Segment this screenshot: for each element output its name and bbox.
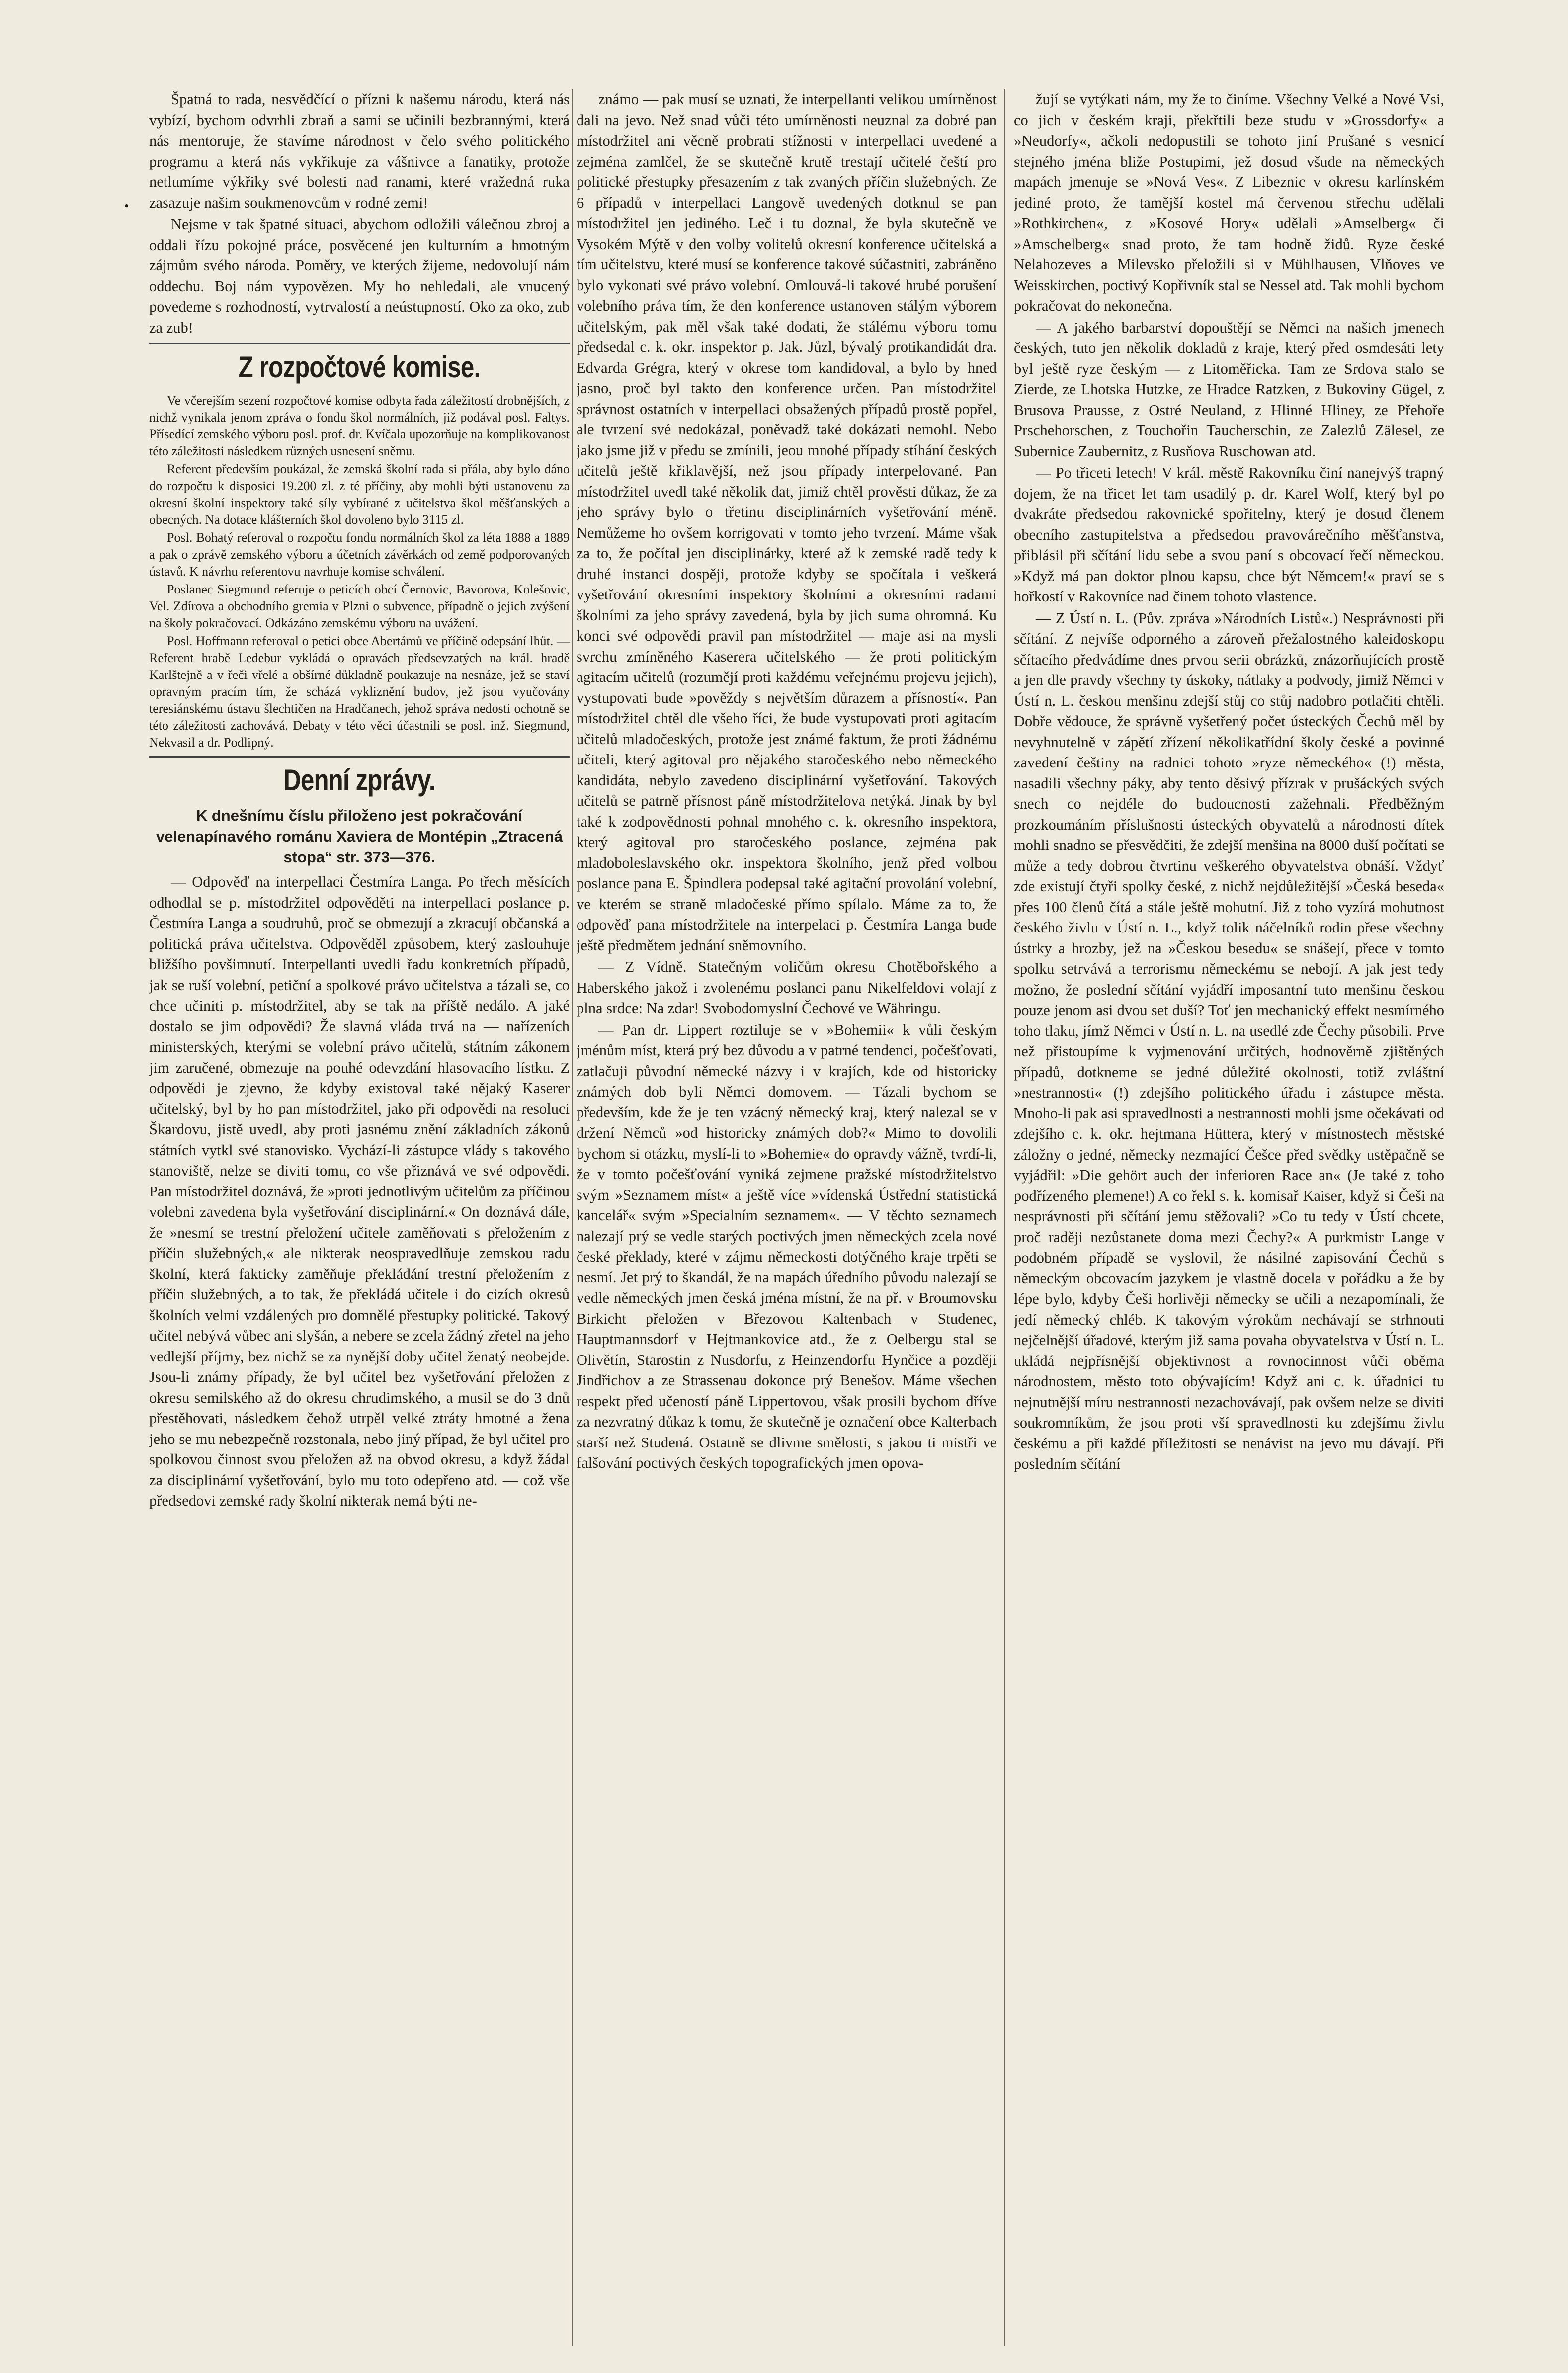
section-heading: Z rozpočtové komise. (238, 350, 481, 384)
article-paragraph: známo — pak musí se uznati, že interpellanti velikou umírněnost dali na jevo. Než snad vůči této umírněnosti neuznal za dobré pan místodržitel ani věcně probrati stížnosti v interpellaci uvedené a zejména zamlčel, že se skutečně krutě trestají učitelé čeští pro politické přestupky přesazením z tak zvaných příčin služebných. Ze 6 případů v interpellaci Langově uvedených dotknul se pan místodržitel jen jediného. Leč i tu doznal, že byla skutečně ve Vysokém Mýtě v den volby volitelů okresní konference učitelská a tím učitelstvu, které musí se konference takové súčastniti, zabráněno bylo vykonati své právo volební. Omlouvá-li takové hrubé porušení volebního práva tím, že den konference ustanoven stálým výborem učitelským, pak měl však také dodati, že stálému výboru tomu předsedal c. k. okr. inspektor p. Jak. Jůzl, bývalý protikandidát dra. Edvarda Grégra, který v okrese tom kandidoval, a bylo by hned jasno, proč byl takto den konference určen. Pan místodržitel správnost ostatních v interpellaci obsažených případů prostě popřel, ale tvrzení své nedokázal, poněvadž také dokázati nemohl. Nebo jako jsme již v předu se zmínili, jeou mnohé případy stíhání českých učitelů ještě křiklavější, než jsou případy interpelované. Pan místodržitel uvedl také několik dat, jimiž chtěl prověsti důkaz, že za jeho správy bylo o třetinu disciplinárních vyšetřování méně. Nemůžeme ho ovšem korrigovati v tomto jeho tvrzení. Máme však za to, že počítal jen disciplinárky, které až k zemské radě tedy k druhé instanci dospěji, protože kdyby se spočítala i veškerá vyšetřování okresními inspektory školními a okresními radami školními za jeho správy zavedená, byla by jich suma ohromná. Ku konci své odpovědi pravil pan místodržitel — maje asi na mysli svrchu zmíněného Kaserera učitelského — že proti politickým agitacím učitelů (rozumějí proti každému veřejnému projevu jejich), vystupovati bude »pověždy s největším důrazem a přísností«. Pan místodržitel chtěl dle všeho říci, že bude vystupovati proti agitacím učitelů mladočeských, protože jest známé faktum, že proti žádnému učiteli, který agitoval pro nějakého staročeského nebo německého kandidáta, nebylo zavedeno disciplinární vyšetřování. Takových učitelů se patrně přísnost páně místodržitelova netýká. Jinak by byl také k zodpovědnosti pohnal mnohého c. k. okresního inspektora, který agitoval pro staročeského poslance, zejména pak mladoboleslavského okr. inspektora školního, jenž před volbou poslance pana E. Špindlera podepsal také agitační provolání volební, ve kterém se straně mladočeské přímo spílalo. Máme za to, že odpověď pana místodržitele na interpelaci p. Čestmíra Langa bude ještě předmětem jednání sněmovního. (577, 91, 997, 954)
article-paragraph: — Z Ústí n. L. (Pův. zpráva »Národních Listů«.) Nesprávnosti při sčítání. Z nejvíše odporného a zároveň přežalostného kaleidoskopu sčítacího předvádíme dnes prvou serii obrázků, znázorňujících prostě a jen dle pravdy všechny ty úskoky, nátlaky a podvody, jimiž Němci v Ústí n. L. českou menšinu zdejší stůj co stůj nadobro potlačiti chtěli. Dobře vědouce, že správně vyšetřený počet ústeckých Čechů měl by nevyhnutelně v zápětí zřízení několikatřídní školy české a povinné zavedení češtiny na radnici tohoto »ryze německého« (!) města, nasadili všechny páky, aby tento děsivý přízrak v prušáckých svých snech co nejdéle do budoucnosti zažehnali. Předběžným prozkoumáním příslušnosti ústeckých obyvatelů a národnosti dítek mohli snadno se přesvědčiti, že zdejší menšina na 8000 duší počítati se může a tedy dobrou čtvrtinu veškerého obyvatelstva obnáší. Vždyť zde existují čtyři spolky české, z nichž nejdůležitější »Česká beseda« přes 100 členů čítá a stále ještě mohutní. Již z toho vyzírá mohutnost českého živlu v Ústí n. L., když tolik náčelníků rodin přese všechny ústrky a hrozby, jež na »Českou besedu« se snášejí, přece v tomto spolku setrvává a terrorismu německému se nebojí. A jak jest tedy možno, že poslední sčítání vyjádří imposantní tuto menšinu českou pouze jenom asi dvou set duší? Toť jen mechanický effekt nesmírného toho tlaku, jímž Němci v Ústí n. L. na usedlé zde Čechy působili. Prve než přistoupíme k vyjmenování určitých, hodnověrně zjištěných případů, dotkneme se jedné důležité okolnosti, totiž zvláštní »nestrannosti« (!) zdejšího politického úřadu i zástupce města. Mnoho-li pak asi spravedlnosti a nestrannosti mohli jsme očekávati od zdejšího c. k. okr. hejtmana Hüttera, který v místnostech městské záložny o jedné, německy nezmající Češce před svědky ustěpačně se vyjádřil: »Die gehört auch der inferioren Race an« (Je také z toho podřízeného plemene!) A co řekl s. k. komisař Kaiser, když si Češi na nesprávnosti při sčítání jemu stěžovali? »Co tu tedy v Ústí chcete, proč raději nezůstanete doma mezi Čechy?« A purkmistr Lange v podobném případě se vyslovil, že násilné zapisování Čechů s německým obcovacím jazykem je vlastně docela v pořádku a že by lépe bylo, kdyby Češi horlivěji německy se učili a nezapomínali, že jedí německý chléb. K takovým výrokům nechávají se strhnouti nejčelnější úřadové, kterým již sama povaha obyvatelstva v Ústí n. L. ukládá nejpřísnější objektivnost a rovnocinnost vůči oběma národnostem, město toto obývajícím! Když ani c. k. úřadnici tu nejnutnější míru nestrannosti nezachovávají, pak ovšem nelze se diviti soukromníkům, že jsou proti vší spravedlnosti ku zdejšímu živlu českému a při každé příležitosti se nenávist na jevo mu dávají. Při posledním sčítání (1014, 609, 1444, 1472)
article-paragraph: — Po třiceti letech! V král. městě Rakovníku činí nanejvýš trapný dojem, že na třicet let tam usadilý p. dr. Karel Wolf, který byl po dvakráte předsedou rakovnické spořitelny, který je dosud členem obecního zastupitelstva a předsedou pravovárečního měšťanstva, přiblásil při sčítání lidu sebe a svou paní s obcovací řečí německou. »Když má pan doktor plnou kapsu, chce být Němcem!« praví se s hořkostí v Rakovníce nad činem tohoto vlastence. (1014, 464, 1444, 605)
column-divider (1004, 89, 1005, 2346)
column-3 (1014, 89, 1444, 2356)
budget-committee-report (149, 392, 570, 751)
section-heading: Denní zprávy. (283, 763, 435, 797)
article-paragraph: — Odpověď na interpellaci Čestmíra Langa. Po třech měsících odhodlal se p. místodržitel odpověděti na interpellaci poslance p. Čestmíra Langa a soudruhů, proč se obmezují a zkracují občanská a politická práva učitelstva. Odpověděl způsobem, který zaslouhuje bližšího povšimnutí. Interpellanti uvedli řadu konkretních případů, jak se ruší volební, petiční a spolkové právo učitelstva a tázali se, co chce učiniti p. místodržitel, aby se tak na příště nedálo. A jaké dostalo se jim odpovědi? Že slavná vláda trvá na — nařízeních ministerských, kterými se volební právo učitelů, státním zákonem jim zaručené, obmezuje na pouhé odevzdání hlasovacího lístku. Z odpovědi je zjevno, že kdyby existoval také nějaký Kaserer učitelský, byl by ho pan místodržitel, jako při odpovědi na resoluci Škardovu, jistě uvedl, aby proti jasnému znění základních zákonů státních vytkl své stanovisko. Vychází-li zástupce vlády s takového stanoviště, nelze se diviti tomu, co vše přiznává ve své odpovědi. Pan místodržitel doznává, že »proti jednotlivým učitelům za příčinou volebni zavedena byla vyšetřování disciplinární.« On doznává dále, že »nesmí se trestní přeložení učitele zaměňovati s přeložením z příčin služebných,« ale nikterak neospravedlňuje zemskou radu školní, která fakticky zaměňuje překládání trestní přeložením z příčin služebných, a to tak, že překládá učitele i do cizích okresů školních velmi vzdálených pro domnělé přestupky politické. Takový učitel nebývá vůbec ani slyšán, a nebere se zcela žádný zřetel na jeho vedlejší příjmy, bez nichž se za nynější doby učitel ženatý neobejde. Jsou-li známy případy, že byl učitel bez vyšetřování přeložen z okresu semilského až do okresu chrudimského, a musil se do 3 dnů přestěhovati, následkem čehož utrpěl velké ztráty hmotné a žena jeho se mu nebezpečně rozstonala, nebo jiný případ, že byl učitel pro spolkovou činnost svou přeložen až na obvod okresu, a když žádal za disciplinární vyšetřování, bylo mu toto odepřeno atd. — což vše předsedovi zemské rady školní nikterak nemá býti ne- (149, 873, 570, 1509)
article-paragraph: Referent především poukázal, že zemská školní rada si přála, aby bylo dáno do rozpočtu k disposici 19.200 zl. z té příčiny, aby mohli býti ustanovenu za okresní školní inspektory také síly vybírané z učitelstva škol měšťanských a obecných. Na dotace klášterních škol dovoleno bylo 3115 zl. (149, 462, 570, 527)
article-paragraph: Posl. Hoffmann referoval o petici obce Abertámů ve příčině odepsání lhůt. — Referent hrabě Ledebur vykládá o opravách předsevzatých na král. hradě Karlštejně a v řeči vřelé a obšírné důkladně poukazuje na nesnáze, jež se staví opravným pracím tím, že scházá vykliznění budov, jež jsou vyučovány teresiánskému ústavu šlechtičen na Hradčanech, jehož správa nedosti ochotně se této záležitosti zachovává. Debaty v této věci účastnili se posl. inž. Siegmund, Nekvasil a dr. Podlipný. (149, 634, 570, 750)
article-paragraph: — Z Vídně. Statečným voličům okresu Chotěbořského a Haberského jakož i zvolenému poslanci panu Nikelfeldovi volají z plna srdce: Na zdar! Svobodomyslní Čechové ve Währingu. (577, 958, 997, 1017)
article-paragraph: Posl. Bohatý referoval o rozpočtu fondu normálních škol za léta 1888 a 1889 a pak o zprávě zemského výboru a účetních závěrkách od země podporovaných ústavů. K návrhu referentovu navrhuje komise schválení. (149, 530, 570, 579)
article-paragraph: — A jakého barbarství dopouštějí se Němci na našich jmenech českých, tuto jen několik dokladů z kraje, který před osmdesáti lety byl ještě ryze českým — z Litoměřicka. Tam ze Srdova stalo se Zierde, ze Lhotska Hutzke, ze Hradce Ratzken, z Bukoviny Gügel, z Brusova Prausse, z Ostré Neuland, z Hlinné Hliney, ze Přehoře Prschehorschen, z Touchořin Taucherschin, ze Zalezlů Zälesel, ze Subernice Zaubernitz, z Rusňova Ruschowan atd. (1014, 319, 1444, 460)
supplement-notice: K dnešnímu číslu přiloženo jest pokračování velenapínavého románu Xaviera de Montépin „Ztracená stopa“ str. 373—376. (156, 807, 563, 866)
column-divider (572, 89, 573, 2346)
article-paragraph: Ve včerejším sezení rozpočtové komise odbyta řada záležitostí drobnějších, z nichž vynikala jenom zpráva o fondu škol normálních, již podával posl. Faltys. Přísedící zemského výboru posl. prof. dr. Kvíčala upozorňuje na komplikovanost této záležitosti následkem různých usnesení sněmu. (149, 393, 570, 458)
article-paragraph: Poslanec Siegmund referuje o peticích obcí Černovic, Bavorova, Kolešovic, Vel. Zdírova a obchodního gremia v Plzni o subvence, případně o jejich zvýšení na školy pokračovací. Odkázáno zemskému výboru na uvážení. (149, 582, 570, 630)
article-paragraph: Špatná to rada, nesvědčící o přízni k našemu národu, která nás vybízí, bychom odvrhli zbraň a sami se učinili bezbrannými, která nás mentoruje, že stavíme národnost v čelo svého politického programu a která nás vykřikuje za vášnivce a fanatiky, protože netlumíme výkřiky své bolesti nad ranami, které vražedná ruka zasazuje našim soukmenovcům v rodné zemi! (149, 91, 570, 211)
article-paragraph: Nejsme v tak špatné situaci, abychom odložili válečnou zbroj a oddali řízu pokojné práce, posvěcené jen kulturním a hmotným zájmům svého národa. Poměry, ve kterých žijeme, nedovolují nám oddechu. Boj nám vypovězen. My ho nehledali, ale vnucený povedeme s rozhodností, vytrvalostí a neústupností. Oko za oko, zub za zub! (149, 216, 570, 336)
article-paragraph: žují se vytýkati nám, my že to činíme. Všechny Velké a Nové Vsi, co jich v českém kraji, překřtili beze studu v »Grossdorfy« a »Neudorfy«, ačkoli nedopustili se tohoto jiní Prušané s vesnicí stejného jména bliže Postupimi, jež dosud všude na německých mapách jmenuje se »Nová Ves«. Z Libeznic v okresu karlínském jediné proto, že tamější kostel má červenou střechu udělali »Rothkirchen«, z »Kosové Hory« udělali »Amselberg« či »Amschelberg« snad proto, že tam hodně židů. Ryze české Nelahozeves a Milevsko přeložili si v Mühlhausen, Vlňoves ve Weisskirchen, poctivý Kopřivník stal se Nessel atd. Tak mohli bychom pokračovat do nekonečna. (1014, 91, 1444, 314)
column-2 (577, 89, 997, 2356)
margin-mark: • (124, 199, 129, 213)
section-divider (149, 756, 570, 758)
section-divider (149, 343, 570, 344)
column-1 (149, 89, 570, 2356)
article-paragraph: — Pan dr. Lippert roztiluje se v »Bohemii« k vůli českým jménům míst, která prý bez důvodu a v patrné tendenci, počešťovati, zatlačuji původní německé názvy i v krajích, kde od historicky známých dob byli Němci domovem. — Tázali bychom se především, kde že je ten vzácný německý kraj, který nalezal se v držení Němců »od historicky známých dob?« Mimo to dovolili bychom si otázku, myslí-li to »Bohemie« do opravdy vážně, tvrdí-li, že v tomto počešťování vyniká zejmene pražské místodržitelstvo svým »Seznamem míst« a ještě více »vídenská Ústřední statistická kancelář« svým »Specialním seznamem«. — V těchto seznamech nalezají prý se vedle starých poctivých jmen německých zcela nové české překlady, které v zájmu německosti dotýčného kraje trpěti se nesmí. Jet prý to škandál, že na mapách úředního původu nalezají se vedle německých jmen česká jména místní, že na př. v Broumovsku Birkicht přeložen v Březovou Kaltenbach v Studenec, Hauptmannsdorf v Hejtmankovice atd., že z Oelbergu stal se Olivětín, Starostin z Nusdorfu, z Heinzendorfu Hynčice a později Jindřichov a ze Strassenau dokonce prý Benešov. Máme všechen respekt před učeností páně Lippertovou, však prosili bychom dříve za nezvratný důkaz k tomu, že skutečně je označení obce Kalterbach starší než Studená. Ostatně se dlivme smělosti, s jakou ti mistři ve falšování poctivých českých topografických jmen opova- (577, 1021, 997, 1471)
